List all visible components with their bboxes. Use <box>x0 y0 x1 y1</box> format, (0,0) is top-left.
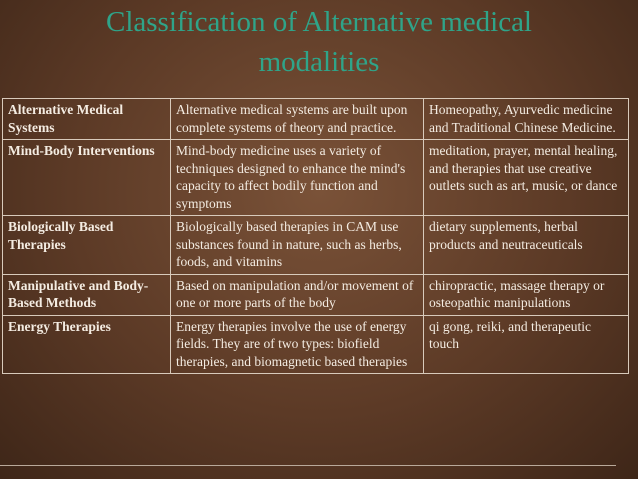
category-cell: Alternative Medical Systems <box>3 99 171 140</box>
examples-cell: qi gong, reiki, and therapeutic touch <box>424 315 629 374</box>
slide-title <box>0 2 638 82</box>
description-cell: Biologically based therapies in CAM use substances found in nature, such as herbs, foods, and vitamins <box>171 216 424 275</box>
description-cell: Mind-body medicine uses a variety of techniques designed to enhance the mind's capacity to affect bodily function and symptoms <box>171 140 424 216</box>
examples-cell: chiropractic, massage therapy or osteopathic manipulations <box>424 274 629 315</box>
examples-cell: dietary supplements, herbal products and neutraceuticals <box>424 216 629 275</box>
bottom-divider <box>0 465 616 466</box>
examples-cell: meditation, prayer, mental healing, and therapies that use creative outlets such as art, music, or dance <box>424 140 629 216</box>
description-cell: Alternative medical systems are built upon complete systems of theory and practice. <box>171 99 424 140</box>
table-row <box>3 140 629 216</box>
slide-title-line-2: modalities <box>258 46 380 78</box>
category-cell: Energy Therapies <box>3 315 171 374</box>
category-cell: Biologically Based Therapies <box>3 216 171 275</box>
table-row <box>3 274 629 315</box>
category-cell: Manipulative and Body-Based Methods <box>3 274 171 315</box>
table-row <box>3 315 629 374</box>
description-cell: Energy therapies involve the use of energy fields. They are of two types: biofield therapies, and biomagnetic based therapies <box>171 315 424 374</box>
table-row <box>3 216 629 275</box>
description-cell: Based on manipulation and/or movement of one or more parts of the body <box>171 274 424 315</box>
modalities-table <box>2 98 629 374</box>
examples-cell: Homeopathy, Ayurvedic medicine and Traditional Chinese Medicine. <box>424 99 629 140</box>
category-cell: Mind-Body Interventions <box>3 140 171 216</box>
slide-title-line-1: Classification of Alternative medical <box>105 6 532 38</box>
table-row <box>3 99 629 140</box>
